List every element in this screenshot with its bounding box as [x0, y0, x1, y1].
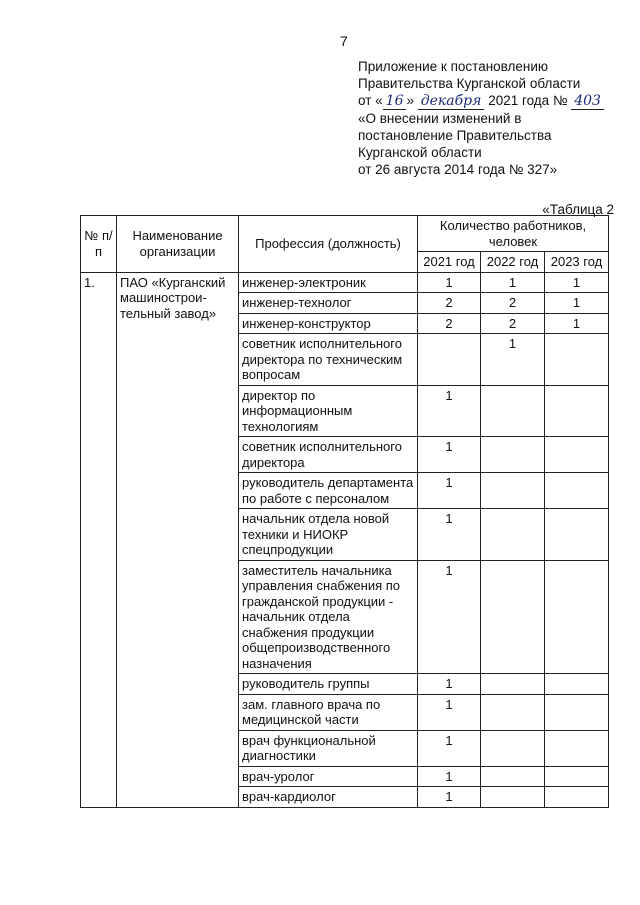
date-middle: 2021 года №	[488, 93, 568, 108]
header-worker-count: Количество работников, человек	[418, 216, 609, 252]
count-2023-cell	[545, 674, 609, 695]
count-2021-cell: 1	[418, 730, 481, 766]
date-separator: »	[406, 93, 414, 108]
table-row	[81, 272, 609, 293]
row-number: 1.	[81, 272, 117, 807]
appendix-line-7: от 26 августа 2014 года № 327»	[358, 162, 558, 177]
count-2021-cell: 1	[418, 766, 481, 787]
table-body	[81, 272, 609, 807]
count-2022-cell	[481, 385, 545, 437]
appendix-line-4: «О внесении изменений в	[358, 111, 522, 126]
count-2022-cell	[481, 766, 545, 787]
profession-cell: заместитель начальника управления снабжения по гражданской продукции - начальник отдела снабжения продукции общепроизводственного назначения	[239, 560, 418, 674]
count-2021-cell: 2	[418, 313, 481, 334]
count-2021-cell: 1	[418, 385, 481, 437]
count-2023-cell: 1	[545, 293, 609, 314]
profession-cell: директор по информационным технологиям	[239, 385, 418, 437]
count-2021-cell: 1	[418, 674, 481, 695]
header-row-1	[81, 216, 609, 252]
count-2021-cell: 2	[418, 293, 481, 314]
profession-cell: врач функциональной диагностики	[239, 730, 418, 766]
count-2022-cell: 1	[481, 334, 545, 386]
appendix-line-6: Курганской области	[358, 145, 482, 160]
profession-cell: зам. главного врача по медицинской части	[239, 694, 418, 730]
count-2023-cell	[545, 473, 609, 509]
appendix-line-5: постановление Правительства	[358, 128, 552, 143]
profession-cell: советник исполнительного директора по техническим вопросам	[239, 334, 418, 386]
count-2022-cell	[481, 560, 545, 674]
profession-cell: инженер-электроник	[239, 272, 418, 293]
count-2022-cell	[481, 509, 545, 561]
count-2022-cell	[481, 694, 545, 730]
profession-cell: руководитель группы	[239, 674, 418, 695]
count-2022-cell: 1	[481, 272, 545, 293]
profession-cell: инженер-технолог	[239, 293, 418, 314]
count-2023-cell: 1	[545, 313, 609, 334]
appendix-line-2: Правительства Курганской области	[358, 76, 581, 91]
header-year-2022: 2022 год	[481, 252, 545, 273]
count-2022-cell	[481, 437, 545, 473]
handwritten-doc-number: 403	[571, 93, 604, 110]
count-2022-cell	[481, 674, 545, 695]
count-2021-cell: 1	[418, 437, 481, 473]
count-2021-cell: 1	[418, 560, 481, 674]
profession-cell: врач-уролог	[239, 766, 418, 787]
count-2023-cell	[545, 437, 609, 473]
count-2023-cell	[545, 334, 609, 386]
count-2023-cell	[545, 385, 609, 437]
count-2023-cell: 1	[545, 272, 609, 293]
profession-cell: врач-кардиолог	[239, 787, 418, 808]
header-year-2023: 2023 год	[545, 252, 609, 273]
table-caption: «Таблица 2	[542, 202, 614, 217]
page-number: 7	[340, 33, 348, 49]
count-2023-cell	[545, 730, 609, 766]
handwritten-month: декабря	[418, 93, 485, 110]
count-2023-cell	[545, 787, 609, 808]
count-2023-cell	[545, 560, 609, 674]
count-2021-cell: 1	[418, 272, 481, 293]
appendix-date-line	[358, 92, 628, 110]
count-2021-cell: 1	[418, 694, 481, 730]
organization-name: ПАО «Курганский машинострои-тельный завод»	[117, 272, 239, 807]
profession-cell: инженер-конструктор	[239, 313, 418, 334]
count-2022-cell	[481, 730, 545, 766]
workers-table	[80, 215, 609, 808]
count-2022-cell	[481, 787, 545, 808]
count-2023-cell	[545, 766, 609, 787]
date-prefix: от «	[358, 93, 383, 108]
header-year-2021: 2021 год	[418, 252, 481, 273]
count-2023-cell	[545, 509, 609, 561]
count-2022-cell: 2	[481, 313, 545, 334]
count-2023-cell	[545, 694, 609, 730]
appendix-line-1: Приложение к постановлению	[358, 59, 549, 74]
count-2021-cell: 1	[418, 509, 481, 561]
header-organization: Наименование организации	[117, 216, 239, 273]
header-no: № п/п	[81, 216, 117, 273]
profession-cell: советник исполнительного директора	[239, 437, 418, 473]
appendix-header	[358, 58, 628, 178]
header-profession: Профессия (должность)	[239, 216, 418, 273]
profession-cell: начальник отдела новой техники и НИОКР спецпродукции	[239, 509, 418, 561]
count-2021-cell	[418, 334, 481, 386]
count-2022-cell: 2	[481, 293, 545, 314]
count-2022-cell	[481, 473, 545, 509]
profession-cell: руководитель департамента по работе с персоналом	[239, 473, 418, 509]
count-2021-cell: 1	[418, 473, 481, 509]
count-2021-cell: 1	[418, 787, 481, 808]
handwritten-day: 16	[383, 93, 407, 110]
